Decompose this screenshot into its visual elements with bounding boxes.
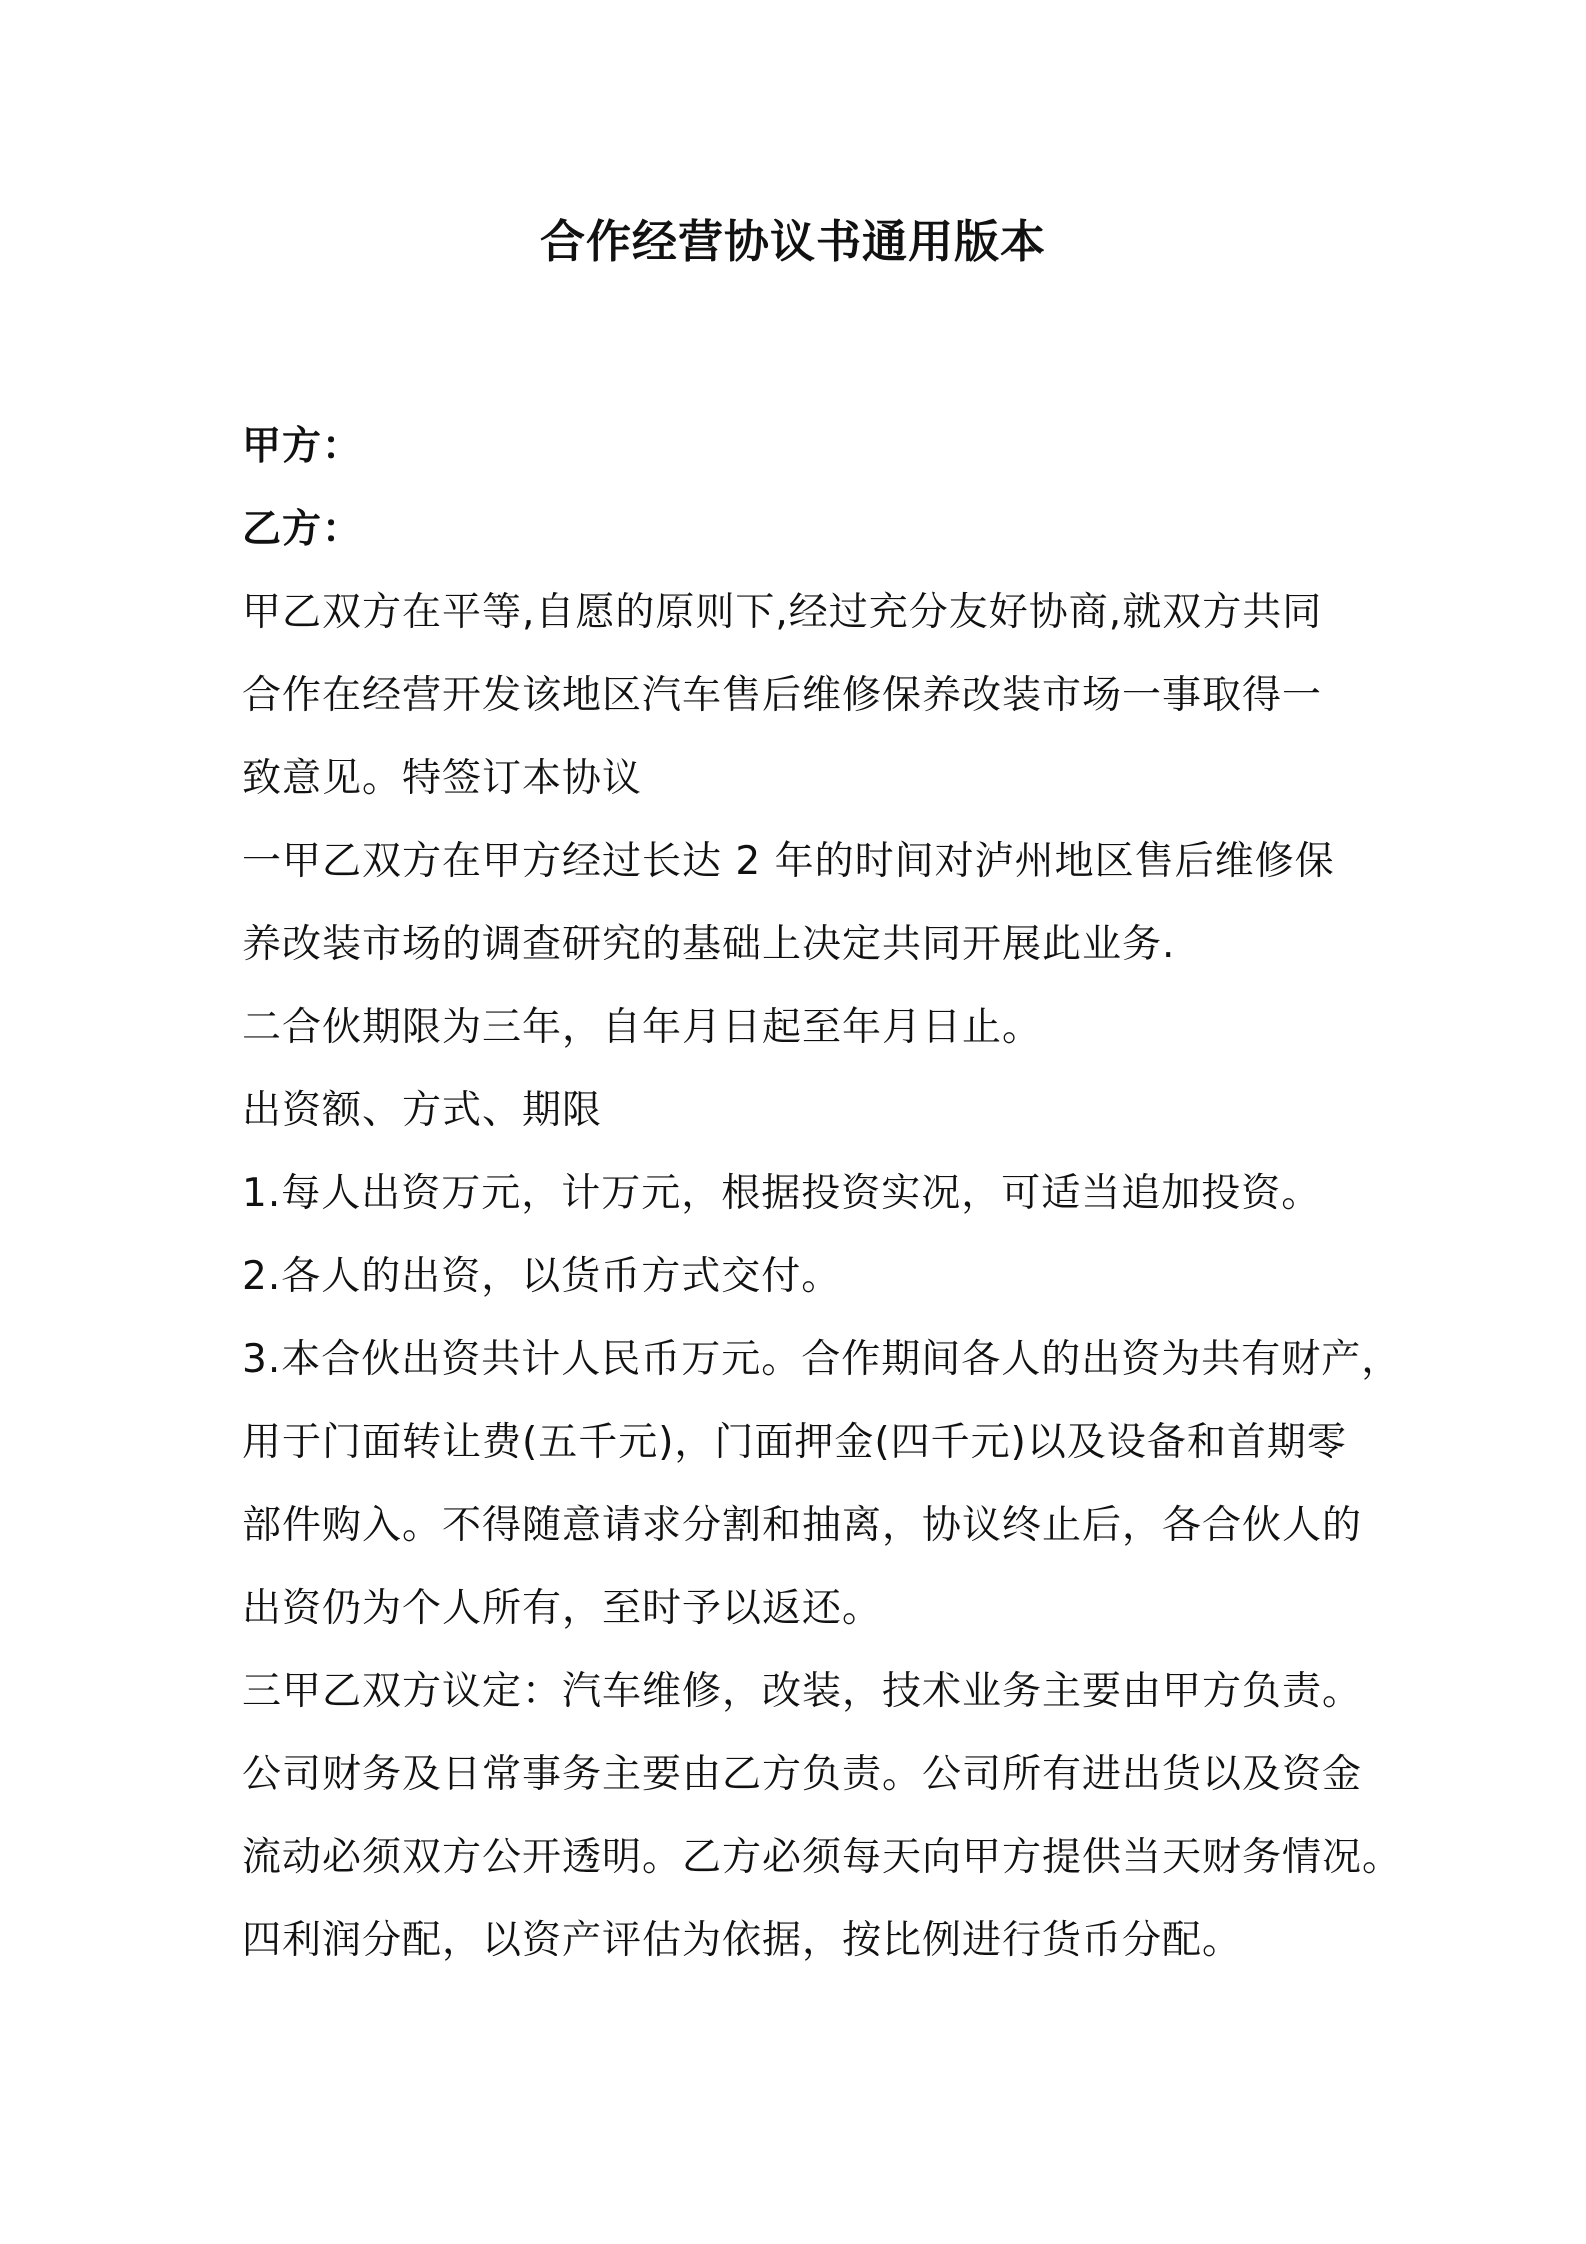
body-line: 出资额、方式、期限 [242,1088,603,1133]
party-a-label: 甲方： [242,424,363,469]
body-line: 四利润分配，以资产评估为依据，按比例进行货币分配。 [242,1918,1243,1963]
body-line: 三甲乙双方议定：汽车维修，改装，技术业务主要由甲方负责。 [242,1669,1363,1714]
body-line: 一甲乙双方在甲方经过长达 2 年的时间对泸州地区售后维修保 [242,839,1335,884]
body-line: 合作在经营开发该地区汽车售后维修保养改装市场一事取得一 [242,673,1323,718]
party-b-label: 乙方： [242,507,363,552]
body-line: 公司财务及日常事务主要由乙方负责。公司所有进出货以及资金 [242,1752,1363,1797]
body-line: 部件购入。不得随意请求分割和抽离，协议终止后，各合伙人的 [242,1503,1363,1548]
body-line: 流动必须双方公开透明。乙方必须每天向甲方提供当天财务情况。 [242,1835,1403,1880]
body-line: 甲乙双方在平等,自愿的原则下,经过充分友好协商,就双方共同 [242,590,1323,635]
body-line: 1.每人出资万元，计万元，根据投资实况，可适当追加投资。 [242,1171,1322,1216]
document-title: 合作经营协议书通用版本 [539,215,1046,268]
document-body [242,405,1403,1982]
body-line: 用于门面转让费(五千元)，门面押金(四千元)以及设备和首期零 [242,1420,1347,1465]
body-line: 二合伙期限为三年，自年月日起至年月日止。 [242,1005,1043,1050]
body-line: 2.各人的出资，以货币方式交付。 [242,1254,842,1299]
body-line: 出资仍为个人所有，至时予以返还。 [242,1586,883,1631]
body-line: 养改装市场的调查研究的基础上决定共同开展此业务. [242,922,1176,967]
body-line: 致意见。特签订本协议 [242,756,643,801]
body-line: 3.本合伙出资共计人民币万元。合作期间各人的出资为共有财产， [242,1337,1402,1382]
